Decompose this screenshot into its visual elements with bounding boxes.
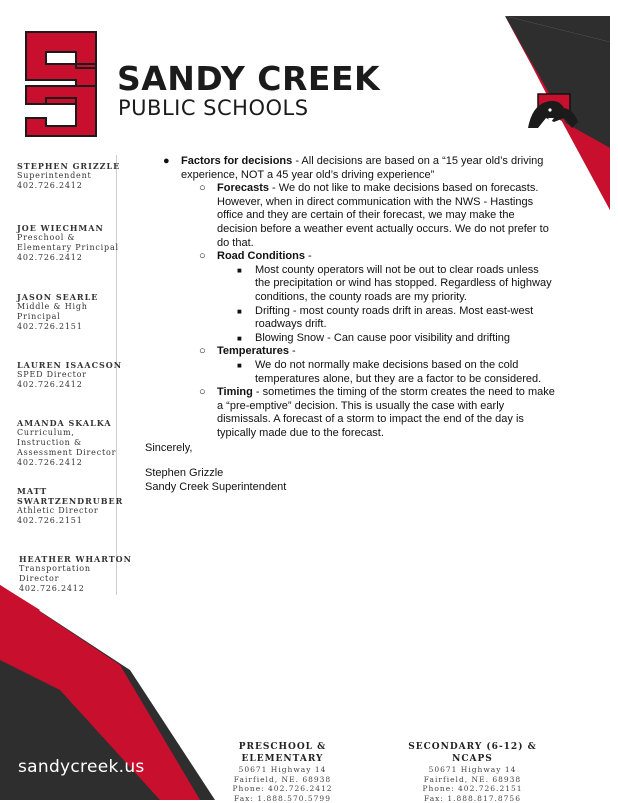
staff-role: Preschool & <box>17 233 119 243</box>
staff-entry <box>17 418 116 468</box>
forecasts-text: - We do not like to make decisions based on forecasts. However, when in direct communication with the NWS - Hastings office and they are certain of their forecast, we may make the decision before a weather event actually occurs. We do not prefer to do that. <box>217 182 549 248</box>
address-fax: Fax: 1.888.817.8756 <box>390 794 555 803</box>
staff-entry <box>17 161 120 191</box>
square-bullet-icon: ■ <box>237 359 242 373</box>
address-title: SECONDARY (6-12) & NCAPS <box>390 741 555 765</box>
address-line: 50671 Highway 14 <box>205 765 360 775</box>
list-item <box>145 155 555 182</box>
forecasts-title: Forecasts <box>217 182 269 194</box>
road-item: Most county operators will not be out to clear roads unless the precipitation or wind has stopped. Regardless of highway conditions, the county roads are my priority. <box>255 264 552 303</box>
hollow-circle-bullet-icon: ○ <box>199 250 206 264</box>
staff-role: Transportation <box>19 564 132 574</box>
staff-phone: 402.726.2151 <box>17 322 98 332</box>
letter-body <box>145 155 555 494</box>
timing-title: Timing <box>217 386 253 398</box>
address-fax: Fax: 1.888.570.5799 <box>205 794 360 803</box>
factors-text: - All decisions are based on a “15 year old’s driving experience, NOT a 45 year old’s driving experience” <box>181 155 543 181</box>
factors-title: Factors for decisions <box>181 155 292 167</box>
signature-title: Sandy Creek Superintendent <box>145 481 555 495</box>
staff-role: Instruction & <box>17 438 116 448</box>
temp-item: We do not normally make decisions based on the cold temperatures alone, but they are a factor to be considered. <box>255 359 541 385</box>
staff-phone: 402.726.2412 <box>17 181 120 191</box>
school-subtitle: PUBLIC SCHOOLS <box>118 98 309 119</box>
address-title: PRESCHOOL & ELEMENTARY <box>205 741 360 765</box>
school-name: SANDY CREEK <box>117 62 380 95</box>
staff-role: Curriculum, <box>17 428 116 438</box>
address-line: 50671 Highway 14 <box>390 765 555 775</box>
road-title: Road Conditions <box>217 250 305 262</box>
staff-name: JOE WIECHMAN <box>17 223 119 233</box>
elementary-address <box>205 741 360 803</box>
staff-name: AMANDA SKALKA <box>17 418 116 428</box>
staff-phone: 402.726.2412 <box>19 584 132 594</box>
square-bullet-icon: ■ <box>237 332 242 346</box>
hollow-circle-bullet-icon: ○ <box>199 182 206 196</box>
staff-phone: 402.726.2412 <box>17 253 119 263</box>
staff-role: Elementary Principal <box>17 243 119 253</box>
closing: Sincerely, <box>145 442 555 456</box>
list-item <box>145 332 555 346</box>
address-line: Fairfield, NE. 68938 <box>205 775 360 785</box>
staff-role: Superintendent <box>17 171 120 181</box>
address-phone: Phone: 402.726.2412 <box>205 784 360 794</box>
cougar-mascot-icon <box>524 88 582 132</box>
filled-circle-bullet-icon: ● <box>163 155 170 169</box>
staff-name: HEATHER WHARTON <box>19 554 132 564</box>
list-item <box>145 386 555 440</box>
sc-logo <box>20 30 102 138</box>
staff-name: SWARTZENDRUBER <box>17 496 123 506</box>
staff-entry <box>19 554 132 594</box>
road-item: Blowing Snow - Can cause poor visibility and drifting <box>255 332 510 344</box>
secondary-address <box>390 741 555 803</box>
staff-name: MATT <box>17 486 123 496</box>
timing-text: - sometimes the timing of the storm creates the need to make a “pre-emptive” decision. This is usually the case with early dismissals. A forecast of a storm to impact the end of the day is typically made due to the forecast. <box>217 386 555 439</box>
square-bullet-icon: ■ <box>237 264 242 278</box>
staff-phone: 402.726.2412 <box>17 380 122 390</box>
staff-entry <box>17 360 122 390</box>
staff-name: JASON SEARLE <box>17 292 98 302</box>
staff-role: SPED Director <box>17 370 122 380</box>
staff-entry <box>17 223 119 263</box>
hollow-circle-bullet-icon: ○ <box>199 386 206 400</box>
address-phone: Phone: 402.726.2151 <box>390 784 555 794</box>
list-item <box>145 250 555 264</box>
staff-entry <box>17 292 98 332</box>
signature-name: Stephen Grizzle <box>145 467 555 481</box>
list-item <box>145 182 555 250</box>
list-item <box>145 305 555 332</box>
road-suffix: - <box>305 250 312 262</box>
list-item <box>145 264 555 305</box>
staff-role: Athletic Director <box>17 506 123 516</box>
temp-suffix: - <box>289 345 296 357</box>
list-item <box>145 345 555 359</box>
staff-role: Principal <box>17 312 98 322</box>
temp-title: Temperatures <box>217 345 289 357</box>
staff-phone: 402.726.2151 <box>17 516 123 526</box>
staff-phone: 402.726.2412 <box>17 458 116 468</box>
staff-role: Director <box>19 574 132 584</box>
road-item: Drifting - most county roads drift in areas. Most east-west roadways drift. <box>255 305 533 331</box>
address-line: Fairfield, NE. 68938 <box>390 775 555 785</box>
hollow-circle-bullet-icon: ○ <box>199 345 206 359</box>
square-bullet-icon: ■ <box>237 305 242 319</box>
website-link[interactable]: sandycreek.us <box>18 757 145 777</box>
list-item <box>145 359 555 386</box>
staff-entry <box>17 486 123 526</box>
staff-name: STEPHEN GRIZZLE <box>17 161 120 171</box>
staff-role: Middle & High <box>17 302 98 312</box>
staff-name: LAUREN ISAACSON <box>17 360 122 370</box>
staff-role: Assessment Director <box>17 448 116 458</box>
